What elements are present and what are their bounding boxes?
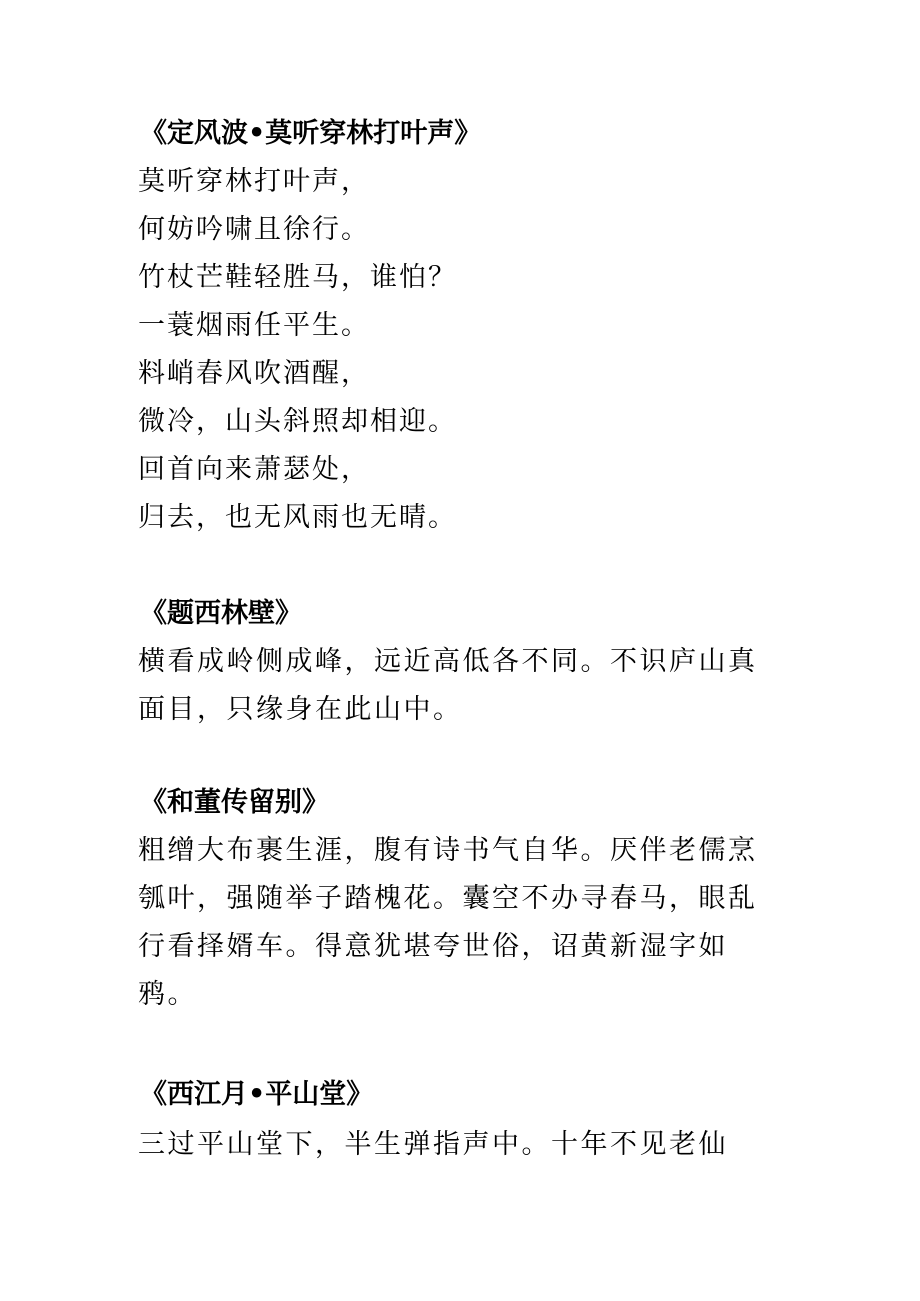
poem-line: 归去，也无风雨也无晴。: [138, 502, 457, 533]
poem-ding-feng-bo: [138, 110, 768, 542]
poem-title: 《和董传留别》: [140, 787, 329, 818]
poem-line: 一蓑烟雨任平生。: [138, 310, 370, 341]
poem-xi-jiang-yue: [138, 1071, 768, 1169]
poem-line: 微冷，山头斜照却相迎。: [138, 406, 457, 437]
poem-ti-xi-lin-bi: [138, 590, 768, 734]
poem-text: 粗缯大布裹生涯，腹有诗书气自华。厌伴老儒烹瓠叶，强随举子踏槐花。囊空不办寻春马，眼乱行看择婿车。得意犹堪夸世俗，诏黄新湿字如鸦。: [138, 835, 758, 1010]
poem-text: 横看成岭侧成峰，远近高低各不同。不识庐山真面目，只缘身在此山中。: [138, 646, 758, 725]
poem-title: 《题西林壁》: [140, 598, 302, 629]
poem-title: 《西江月•平山堂》: [140, 1079, 374, 1110]
poem-line: 莫听穿林打叶声，: [138, 166, 370, 197]
poem-text: 三过平山堂下，半生弹指声中。十年不见老仙: [138, 1129, 728, 1160]
poem-line: 料峭春风吹酒醒，: [138, 358, 370, 389]
poem-line: 何妨吟啸且徐行。: [138, 214, 370, 245]
poem-title: 《定风波•莫听穿林打叶声》: [140, 118, 482, 149]
poem-line: 竹杖芒鞋轻胜马，谁怕？: [138, 262, 457, 293]
poem-he-dong-chuan-liu-bie: [138, 779, 768, 1019]
poem-line: 回首向来萧瑟处，: [138, 454, 370, 485]
